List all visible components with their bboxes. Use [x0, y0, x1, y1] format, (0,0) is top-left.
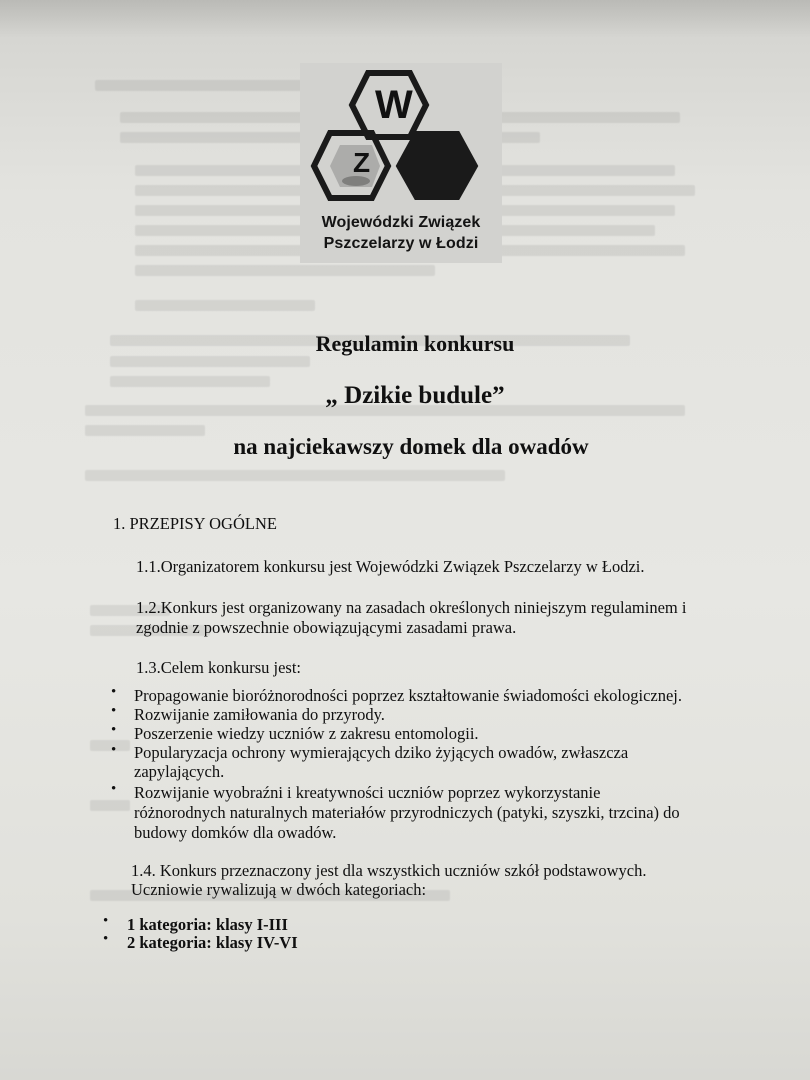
bullet-icon: • — [111, 722, 117, 738]
bullet-icon: • — [103, 931, 109, 947]
document-subtitle: na najciekawszy domek dla owadów — [233, 434, 589, 459]
bullet-icon: • — [111, 781, 117, 797]
goal-item: Poszerzenie wiedzy uczniów z zakresu entomologii. — [134, 724, 479, 743]
logo-letter-w: W — [375, 83, 413, 127]
category-item: 1 kategoria: klasy I-III — [127, 915, 288, 934]
paragraph-1-3: 1.3.Celem konkursu jest: — [136, 658, 301, 677]
paragraph-1-4-line1: 1.4. Konkurs przeznaczony jest dla wszystkich uczniów szkół podstawowych. — [131, 861, 647, 880]
logo-name-line2: Pszczelarzy w Łodzi — [323, 235, 479, 252]
association-logo — [300, 63, 502, 263]
goal-item-continuation: zapylających. — [134, 762, 225, 781]
logo-name-line1: Wojewódzki Związek — [321, 214, 481, 231]
logo-letter-z: Z — [353, 147, 371, 178]
bullet-icon: • — [111, 684, 117, 700]
section-heading: 1. PRZEPISY OGÓLNE — [113, 514, 277, 533]
goal-item-continuation: różnorodnych naturalnych materiałów przyrodniczych (patyki, szyszki, trzcina) do — [134, 803, 680, 822]
bullet-icon: • — [103, 913, 109, 929]
paragraph-1-1: 1.1.Organizatorem konkursu jest Wojewódzki Związek Pszczelarzy w Łodzi. — [136, 557, 645, 576]
bullet-icon: • — [111, 742, 117, 758]
contest-name: „ Dzikie budule” — [325, 382, 505, 409]
goal-item: Popularyzacja ochrony wymierających dziko żyjących owadów, zwłaszcza — [134, 743, 629, 762]
paragraph-1-2-line2: zgodnie z powszechnie obowiązującymi zasadami prawa. — [136, 618, 517, 637]
goal-item: Propagowanie bioróżnorodności poprzez kształtowanie świadomości ekologicznej. — [134, 686, 683, 705]
goal-item: Rozwijanie wyobraźni i kreatywności uczniów poprzez wykorzystanie — [134, 783, 601, 802]
paragraph-1-2-line1: 1.2.Konkurs jest organizowany na zasadach określonych niniejszym regulaminem i — [136, 598, 687, 617]
page-top-shadow — [0, 0, 810, 38]
category-item: 2 kategoria: klasy IV-VI — [127, 933, 298, 952]
goal-item-continuation: budowy domków dla owadów. — [134, 823, 337, 842]
bullet-icon: • — [111, 703, 117, 719]
paragraph-1-4-line2: Uczniowie rywalizują w dwóch kategoriach: — [131, 880, 427, 899]
document-title: Regulamin konkursu — [315, 331, 515, 356]
goal-item: Rozwijanie zamiłowania do przyrody. — [134, 705, 385, 724]
